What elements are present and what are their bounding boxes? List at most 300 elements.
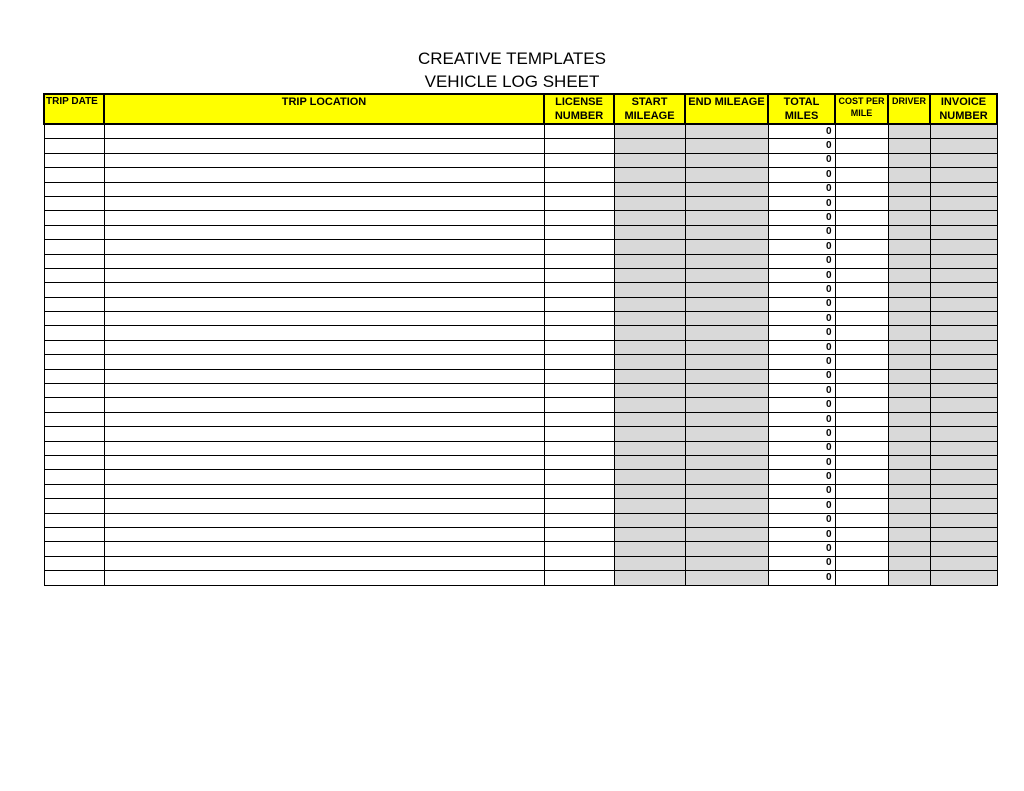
cell-driver[interactable]: [888, 470, 930, 484]
cell-start-mileage[interactable]: [614, 139, 685, 153]
cell-trip-date[interactable]: [44, 153, 104, 167]
header-row: [44, 94, 997, 124]
cell-trip-location[interactable]: [104, 268, 544, 282]
cell-license-number[interactable]: [544, 124, 614, 139]
cell-trip-date[interactable]: [44, 455, 104, 469]
cell-license-number[interactable]: [544, 153, 614, 167]
cell-start-mileage[interactable]: [614, 340, 685, 354]
cell-total-miles[interactable]: 0: [768, 527, 835, 541]
table-row: [44, 499, 997, 513]
cell-driver[interactable]: [888, 455, 930, 469]
cell-license-number[interactable]: [544, 484, 614, 498]
cell-invoice-number[interactable]: [930, 168, 997, 182]
cell-invoice-number[interactable]: [930, 283, 997, 297]
cell-cost-per-mile[interactable]: [835, 182, 888, 196]
cell-end-mileage[interactable]: [685, 470, 768, 484]
cell-start-mileage[interactable]: [614, 196, 685, 210]
cell-driver[interactable]: [888, 369, 930, 383]
cell-license-number[interactable]: [544, 355, 614, 369]
cell-start-mileage[interactable]: [614, 571, 685, 585]
cell-total-miles[interactable]: 0: [768, 240, 835, 254]
cell-invoice-number[interactable]: [930, 527, 997, 541]
cell-license-number[interactable]: [544, 268, 614, 282]
cell-cost-per-mile[interactable]: [835, 312, 888, 326]
cell-cost-per-mile[interactable]: [835, 412, 888, 426]
cell-start-mileage[interactable]: [614, 556, 685, 570]
col-header-license-number: LICENSE NUMBER: [544, 94, 614, 124]
cell-license-number[interactable]: [544, 312, 614, 326]
cell-end-mileage[interactable]: [685, 182, 768, 196]
cell-trip-date[interactable]: [44, 412, 104, 426]
cell-start-mileage[interactable]: [614, 297, 685, 311]
cell-end-mileage[interactable]: [685, 499, 768, 513]
table-row: [44, 412, 997, 426]
cell-license-number[interactable]: [544, 427, 614, 441]
cell-trip-date[interactable]: [44, 139, 104, 153]
cell-end-mileage[interactable]: [685, 225, 768, 239]
cell-end-mileage[interactable]: [685, 427, 768, 441]
cell-driver[interactable]: [888, 124, 930, 139]
cell-start-mileage[interactable]: [614, 412, 685, 426]
cell-total-miles[interactable]: 0: [768, 283, 835, 297]
cell-end-mileage[interactable]: [685, 153, 768, 167]
cell-trip-location[interactable]: [104, 297, 544, 311]
cell-start-mileage[interactable]: [614, 254, 685, 268]
cell-invoice-number[interactable]: [930, 268, 997, 282]
cell-cost-per-mile[interactable]: [835, 484, 888, 498]
cell-trip-date[interactable]: [44, 369, 104, 383]
table-row: [44, 542, 997, 556]
cell-license-number[interactable]: [544, 527, 614, 541]
cell-end-mileage[interactable]: [685, 268, 768, 282]
cell-end-mileage[interactable]: [685, 240, 768, 254]
cell-license-number[interactable]: [544, 384, 614, 398]
cell-trip-location[interactable]: [104, 124, 544, 139]
cell-total-miles[interactable]: 0: [768, 297, 835, 311]
cell-trip-date[interactable]: [44, 340, 104, 354]
cell-cost-per-mile[interactable]: [835, 499, 888, 513]
cell-total-miles[interactable]: 0: [768, 369, 835, 383]
cell-license-number[interactable]: [544, 398, 614, 412]
cell-trip-location[interactable]: [104, 412, 544, 426]
cell-start-mileage[interactable]: [614, 484, 685, 498]
cell-trip-date[interactable]: [44, 124, 104, 139]
cell-trip-date[interactable]: [44, 470, 104, 484]
cell-end-mileage[interactable]: [685, 527, 768, 541]
cell-trip-location[interactable]: [104, 441, 544, 455]
cell-trip-location[interactable]: [104, 470, 544, 484]
cell-start-mileage[interactable]: [614, 225, 685, 239]
cell-end-mileage[interactable]: [685, 542, 768, 556]
cell-invoice-number[interactable]: [930, 484, 997, 498]
cell-invoice-number[interactable]: [930, 225, 997, 239]
cell-trip-location[interactable]: [104, 340, 544, 354]
cell-end-mileage[interactable]: [685, 124, 768, 139]
cell-driver[interactable]: [888, 297, 930, 311]
cell-total-miles[interactable]: 0: [768, 571, 835, 585]
cell-trip-date[interactable]: [44, 297, 104, 311]
cell-trip-location[interactable]: [104, 182, 544, 196]
title-line-1: CREATIVE TEMPLATES: [418, 49, 606, 68]
cell-invoice-number[interactable]: [930, 240, 997, 254]
cell-trip-date[interactable]: [44, 556, 104, 570]
cell-start-mileage[interactable]: [614, 283, 685, 297]
cell-total-miles[interactable]: 0: [768, 153, 835, 167]
cell-start-mileage[interactable]: [614, 384, 685, 398]
cell-invoice-number[interactable]: [930, 499, 997, 513]
cell-trip-location[interactable]: [104, 196, 544, 210]
table-row: [44, 369, 997, 383]
cell-trip-date[interactable]: [44, 225, 104, 239]
cell-total-miles[interactable]: 0: [768, 182, 835, 196]
cell-trip-location[interactable]: [104, 499, 544, 513]
cell-trip-date[interactable]: [44, 196, 104, 210]
cell-end-mileage[interactable]: [685, 326, 768, 340]
cell-invoice-number[interactable]: [930, 340, 997, 354]
cell-invoice-number[interactable]: [930, 556, 997, 570]
cell-total-miles[interactable]: 0: [768, 168, 835, 182]
cell-driver[interactable]: [888, 153, 930, 167]
cell-trip-date[interactable]: [44, 168, 104, 182]
cell-start-mileage[interactable]: [614, 427, 685, 441]
cell-cost-per-mile[interactable]: [835, 470, 888, 484]
cell-license-number[interactable]: [544, 571, 614, 585]
cell-end-mileage[interactable]: [685, 398, 768, 412]
cell-license-number[interactable]: [544, 556, 614, 570]
cell-cost-per-mile[interactable]: [835, 355, 888, 369]
cell-trip-location[interactable]: [104, 326, 544, 340]
cell-license-number[interactable]: [544, 283, 614, 297]
cell-driver[interactable]: [888, 196, 930, 210]
cell-trip-location[interactable]: [104, 153, 544, 167]
cell-invoice-number[interactable]: [930, 470, 997, 484]
cell-invoice-number[interactable]: [930, 412, 997, 426]
cell-trip-location[interactable]: [104, 254, 544, 268]
cell-trip-location[interactable]: [104, 513, 544, 527]
cell-trip-location[interactable]: [104, 225, 544, 239]
cell-end-mileage[interactable]: [685, 196, 768, 210]
cell-total-miles[interactable]: 0: [768, 470, 835, 484]
cell-driver[interactable]: [888, 268, 930, 282]
cell-trip-location[interactable]: [104, 384, 544, 398]
cell-total-miles[interactable]: 0: [768, 441, 835, 455]
cell-trip-date[interactable]: [44, 283, 104, 297]
cell-cost-per-mile[interactable]: [835, 369, 888, 383]
cell-driver[interactable]: [888, 254, 930, 268]
cell-invoice-number[interactable]: [930, 441, 997, 455]
cell-license-number[interactable]: [544, 499, 614, 513]
cell-trip-date[interactable]: [44, 513, 104, 527]
cell-driver[interactable]: [888, 240, 930, 254]
cell-cost-per-mile[interactable]: [835, 139, 888, 153]
cell-cost-per-mile[interactable]: [835, 326, 888, 340]
cell-driver[interactable]: [888, 513, 930, 527]
cell-start-mileage[interactable]: [614, 527, 685, 541]
cell-cost-per-mile[interactable]: [835, 254, 888, 268]
cell-license-number[interactable]: [544, 297, 614, 311]
cell-end-mileage[interactable]: [685, 369, 768, 383]
cell-trip-location[interactable]: [104, 484, 544, 498]
cell-end-mileage[interactable]: [685, 513, 768, 527]
cell-total-miles[interactable]: 0: [768, 254, 835, 268]
cell-end-mileage[interactable]: [685, 211, 768, 225]
cell-driver[interactable]: [888, 556, 930, 570]
cell-trip-date[interactable]: [44, 240, 104, 254]
cell-driver[interactable]: [888, 441, 930, 455]
cell-trip-location[interactable]: [104, 527, 544, 541]
cell-cost-per-mile[interactable]: [835, 427, 888, 441]
cell-driver[interactable]: [888, 527, 930, 541]
cell-trip-date[interactable]: [44, 527, 104, 541]
cell-invoice-number[interactable]: [930, 571, 997, 585]
cell-cost-per-mile[interactable]: [835, 211, 888, 225]
cell-start-mileage[interactable]: [614, 168, 685, 182]
cell-license-number[interactable]: [544, 369, 614, 383]
cell-end-mileage[interactable]: [685, 441, 768, 455]
cell-cost-per-mile[interactable]: [835, 297, 888, 311]
cell-cost-per-mile[interactable]: [835, 340, 888, 354]
cell-cost-per-mile[interactable]: [835, 556, 888, 570]
cell-total-miles[interactable]: 0: [768, 340, 835, 354]
cell-invoice-number[interactable]: [930, 513, 997, 527]
cell-trip-location[interactable]: [104, 398, 544, 412]
cell-cost-per-mile[interactable]: [835, 196, 888, 210]
cell-trip-date[interactable]: [44, 211, 104, 225]
cell-driver[interactable]: [888, 355, 930, 369]
cell-invoice-number[interactable]: [930, 326, 997, 340]
cell-start-mileage[interactable]: [614, 542, 685, 556]
cell-cost-per-mile[interactable]: [835, 455, 888, 469]
cell-license-number[interactable]: [544, 211, 614, 225]
cell-start-mileage[interactable]: [614, 513, 685, 527]
cell-trip-date[interactable]: [44, 542, 104, 556]
cell-license-number[interactable]: [544, 470, 614, 484]
cell-driver[interactable]: [888, 398, 930, 412]
cell-start-mileage[interactable]: [614, 326, 685, 340]
cell-invoice-number[interactable]: [930, 182, 997, 196]
cell-end-mileage[interactable]: [685, 139, 768, 153]
cell-driver[interactable]: [888, 340, 930, 354]
cell-total-miles[interactable]: 0: [768, 268, 835, 282]
cell-cost-per-mile[interactable]: [835, 240, 888, 254]
cell-trip-date[interactable]: [44, 484, 104, 498]
cell-trip-location[interactable]: [104, 139, 544, 153]
cell-trip-location[interactable]: [104, 369, 544, 383]
cell-total-miles[interactable]: 0: [768, 427, 835, 441]
cell-trip-location[interactable]: [104, 312, 544, 326]
cell-trip-location[interactable]: [104, 556, 544, 570]
cell-invoice-number[interactable]: [930, 384, 997, 398]
cell-total-miles[interactable]: 0: [768, 326, 835, 340]
cell-start-mileage[interactable]: [614, 455, 685, 469]
cell-cost-per-mile[interactable]: [835, 283, 888, 297]
cell-driver[interactable]: [888, 499, 930, 513]
cell-license-number[interactable]: [544, 196, 614, 210]
cell-start-mileage[interactable]: [614, 153, 685, 167]
cell-start-mileage[interactable]: [614, 211, 685, 225]
cell-cost-per-mile[interactable]: [835, 542, 888, 556]
cell-license-number[interactable]: [544, 168, 614, 182]
cell-start-mileage[interactable]: [614, 124, 685, 139]
cell-invoice-number[interactable]: [930, 196, 997, 210]
cell-license-number[interactable]: [544, 340, 614, 354]
cell-total-miles[interactable]: 0: [768, 211, 835, 225]
cell-trip-location[interactable]: [104, 542, 544, 556]
cell-start-mileage[interactable]: [614, 312, 685, 326]
cell-total-miles[interactable]: 0: [768, 225, 835, 239]
cell-license-number[interactable]: [544, 412, 614, 426]
cell-total-miles[interactable]: 0: [768, 455, 835, 469]
cell-invoice-number[interactable]: [930, 398, 997, 412]
cell-trip-location[interactable]: [104, 571, 544, 585]
cell-driver[interactable]: [888, 139, 930, 153]
cell-invoice-number[interactable]: [930, 124, 997, 139]
cell-total-miles[interactable]: 0: [768, 355, 835, 369]
cell-driver[interactable]: [888, 412, 930, 426]
cell-trip-date[interactable]: [44, 312, 104, 326]
cell-start-mileage[interactable]: [614, 441, 685, 455]
cell-invoice-number[interactable]: [930, 355, 997, 369]
cell-invoice-number[interactable]: [930, 312, 997, 326]
cell-cost-per-mile[interactable]: [835, 153, 888, 167]
cell-total-miles[interactable]: 0: [768, 513, 835, 527]
cell-trip-date[interactable]: [44, 182, 104, 196]
cell-trip-date[interactable]: [44, 326, 104, 340]
cell-invoice-number[interactable]: [930, 139, 997, 153]
cell-driver[interactable]: [888, 542, 930, 556]
cell-trip-date[interactable]: [44, 384, 104, 398]
cell-driver[interactable]: [888, 571, 930, 585]
cell-trip-location[interactable]: [104, 211, 544, 225]
cell-invoice-number[interactable]: [930, 427, 997, 441]
cell-driver[interactable]: [888, 168, 930, 182]
cell-trip-date[interactable]: [44, 441, 104, 455]
cell-start-mileage[interactable]: [614, 182, 685, 196]
cell-trip-location[interactable]: [104, 168, 544, 182]
cell-trip-date[interactable]: [44, 268, 104, 282]
cell-license-number[interactable]: [544, 513, 614, 527]
cell-total-miles[interactable]: 0: [768, 499, 835, 513]
cell-total-miles[interactable]: 0: [768, 384, 835, 398]
cell-start-mileage[interactable]: [614, 355, 685, 369]
cell-cost-per-mile[interactable]: [835, 441, 888, 455]
cell-trip-location[interactable]: [104, 240, 544, 254]
cell-driver[interactable]: [888, 384, 930, 398]
cell-start-mileage[interactable]: [614, 398, 685, 412]
cell-driver[interactable]: [888, 427, 930, 441]
cell-invoice-number[interactable]: [930, 211, 997, 225]
table-row: [44, 340, 997, 354]
cell-invoice-number[interactable]: [930, 369, 997, 383]
cell-end-mileage[interactable]: [685, 571, 768, 585]
cell-total-miles[interactable]: 0: [768, 312, 835, 326]
cell-cost-per-mile[interactable]: [835, 384, 888, 398]
cell-start-mileage[interactable]: [614, 268, 685, 282]
cell-license-number[interactable]: [544, 182, 614, 196]
cell-end-mileage[interactable]: [685, 254, 768, 268]
cell-driver[interactable]: [888, 211, 930, 225]
cell-trip-location[interactable]: [104, 355, 544, 369]
cell-trip-date[interactable]: [44, 571, 104, 585]
cell-start-mileage[interactable]: [614, 470, 685, 484]
table-row: [44, 225, 997, 239]
cell-driver[interactable]: [888, 326, 930, 340]
cell-end-mileage[interactable]: [685, 384, 768, 398]
cell-end-mileage[interactable]: [685, 484, 768, 498]
cell-trip-location[interactable]: [104, 427, 544, 441]
cell-trip-date[interactable]: [44, 355, 104, 369]
cell-license-number[interactable]: [544, 542, 614, 556]
cell-total-miles[interactable]: 0: [768, 398, 835, 412]
cell-cost-per-mile[interactable]: [835, 513, 888, 527]
cell-trip-location[interactable]: [104, 455, 544, 469]
cell-total-miles[interactable]: 0: [768, 556, 835, 570]
cell-invoice-number[interactable]: [930, 153, 997, 167]
cell-driver[interactable]: [888, 225, 930, 239]
cell-trip-date[interactable]: [44, 254, 104, 268]
cell-driver[interactable]: [888, 484, 930, 498]
cell-total-miles[interactable]: 0: [768, 484, 835, 498]
cell-invoice-number[interactable]: [930, 455, 997, 469]
cell-end-mileage[interactable]: [685, 340, 768, 354]
cell-end-mileage[interactable]: [685, 556, 768, 570]
cell-driver[interactable]: [888, 283, 930, 297]
cell-cost-per-mile[interactable]: [835, 124, 888, 139]
cell-cost-per-mile[interactable]: [835, 398, 888, 412]
cell-end-mileage[interactable]: [685, 455, 768, 469]
cell-end-mileage[interactable]: [685, 412, 768, 426]
cell-cost-per-mile[interactable]: [835, 168, 888, 182]
cell-total-miles[interactable]: 0: [768, 139, 835, 153]
cell-invoice-number[interactable]: [930, 254, 997, 268]
col-header-start-mileage: START MILEAGE: [614, 94, 685, 124]
cell-license-number[interactable]: [544, 326, 614, 340]
title-line-2: VEHICLE LOG SHEET: [424, 72, 600, 91]
cell-trip-location[interactable]: [104, 283, 544, 297]
cell-total-miles[interactable]: 0: [768, 196, 835, 210]
cell-cost-per-mile[interactable]: [835, 571, 888, 585]
cell-start-mileage[interactable]: [614, 240, 685, 254]
cell-license-number[interactable]: [544, 139, 614, 153]
cell-trip-date[interactable]: [44, 427, 104, 441]
cell-license-number[interactable]: [544, 225, 614, 239]
cell-start-mileage[interactable]: [614, 369, 685, 383]
cell-license-number[interactable]: [544, 455, 614, 469]
cell-driver[interactable]: [888, 182, 930, 196]
cell-license-number[interactable]: [544, 254, 614, 268]
cell-end-mileage[interactable]: [685, 312, 768, 326]
cell-license-number[interactable]: [544, 441, 614, 455]
cell-invoice-number[interactable]: [930, 542, 997, 556]
cell-trip-date[interactable]: [44, 499, 104, 513]
cell-end-mileage[interactable]: [685, 297, 768, 311]
cell-invoice-number[interactable]: [930, 297, 997, 311]
cell-license-number[interactable]: [544, 240, 614, 254]
cell-cost-per-mile[interactable]: [835, 268, 888, 282]
cell-cost-per-mile[interactable]: [835, 527, 888, 541]
cell-trip-date[interactable]: [44, 398, 104, 412]
cell-start-mileage[interactable]: [614, 499, 685, 513]
cell-total-miles[interactable]: 0: [768, 412, 835, 426]
col-header-end-mileage: END MILEAGE: [685, 94, 768, 124]
cell-driver[interactable]: [888, 312, 930, 326]
cell-end-mileage[interactable]: [685, 168, 768, 182]
cell-cost-per-mile[interactable]: [835, 225, 888, 239]
cell-end-mileage[interactable]: [685, 355, 768, 369]
cell-end-mileage[interactable]: [685, 283, 768, 297]
cell-total-miles[interactable]: 0: [768, 542, 835, 556]
cell-total-miles[interactable]: 0: [768, 124, 835, 139]
